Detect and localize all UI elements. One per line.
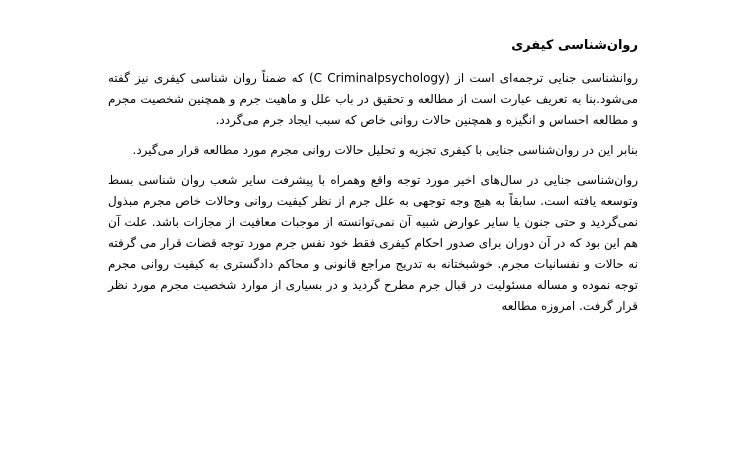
paragraph-3: روان‌شناسی جنایی در سال‌های اخیر مورد توجه واقع وهمراه با پیشرفت سایر شعب روان شناسی بسط وتوسعه یافته است. سابقاً به هیچ وجه توجهی به علل جرم از نظر کیفیت روانی وحالات خاص مجرم مبذول نمی‌گردید و حتی جنون یا سایر عوارض شبیه آن نمی‌توانسته از موجبات معافیت از مجازات باشد. علت آن هم این بود که در آن دوران برای صدور احکام کیفری فقط خود نفس جرم مورد توجه قضات قرار می گرفته نه حالات و نفسانیات مجرم. خوشبختانه به تدریج مراجع قانونی و محاکم دادگستری به کیفیت روانی مجرم توجه نموده و مساله مسئولیت در قبال جرم مطرح گردید و در بسیاری از موارد شخصیت مجرم مورد نظر قرار گرفت. امروزه مطالعه [108, 173, 638, 313]
document-title: روان‌شناسی کیفری [511, 38, 638, 53]
paragraph-2: بنابر این در روان‌شناسی جنایی با کیفری تجزیه و تحلیل حالات روانی مجرم مورد مطالعه قرار می‌گیرد. [132, 143, 638, 157]
document-body [108, 36, 638, 326]
paragraph-1: روانشناسی جنایی ترجمه‌ای است از (C Criminalpsychology) که ضمناً روان شناسی کیفری نیز گفته می‌شود.بنا به تعریف عبارت است از مطالعه و تحقیق در باب علل و ماهیت جرم و همچنین شخصیت مجرم و مطالعه احساس و انگیزه و همچنین حالات روانی خاص که سبب ایجاد جرم می‌گردد. [108, 71, 638, 127]
